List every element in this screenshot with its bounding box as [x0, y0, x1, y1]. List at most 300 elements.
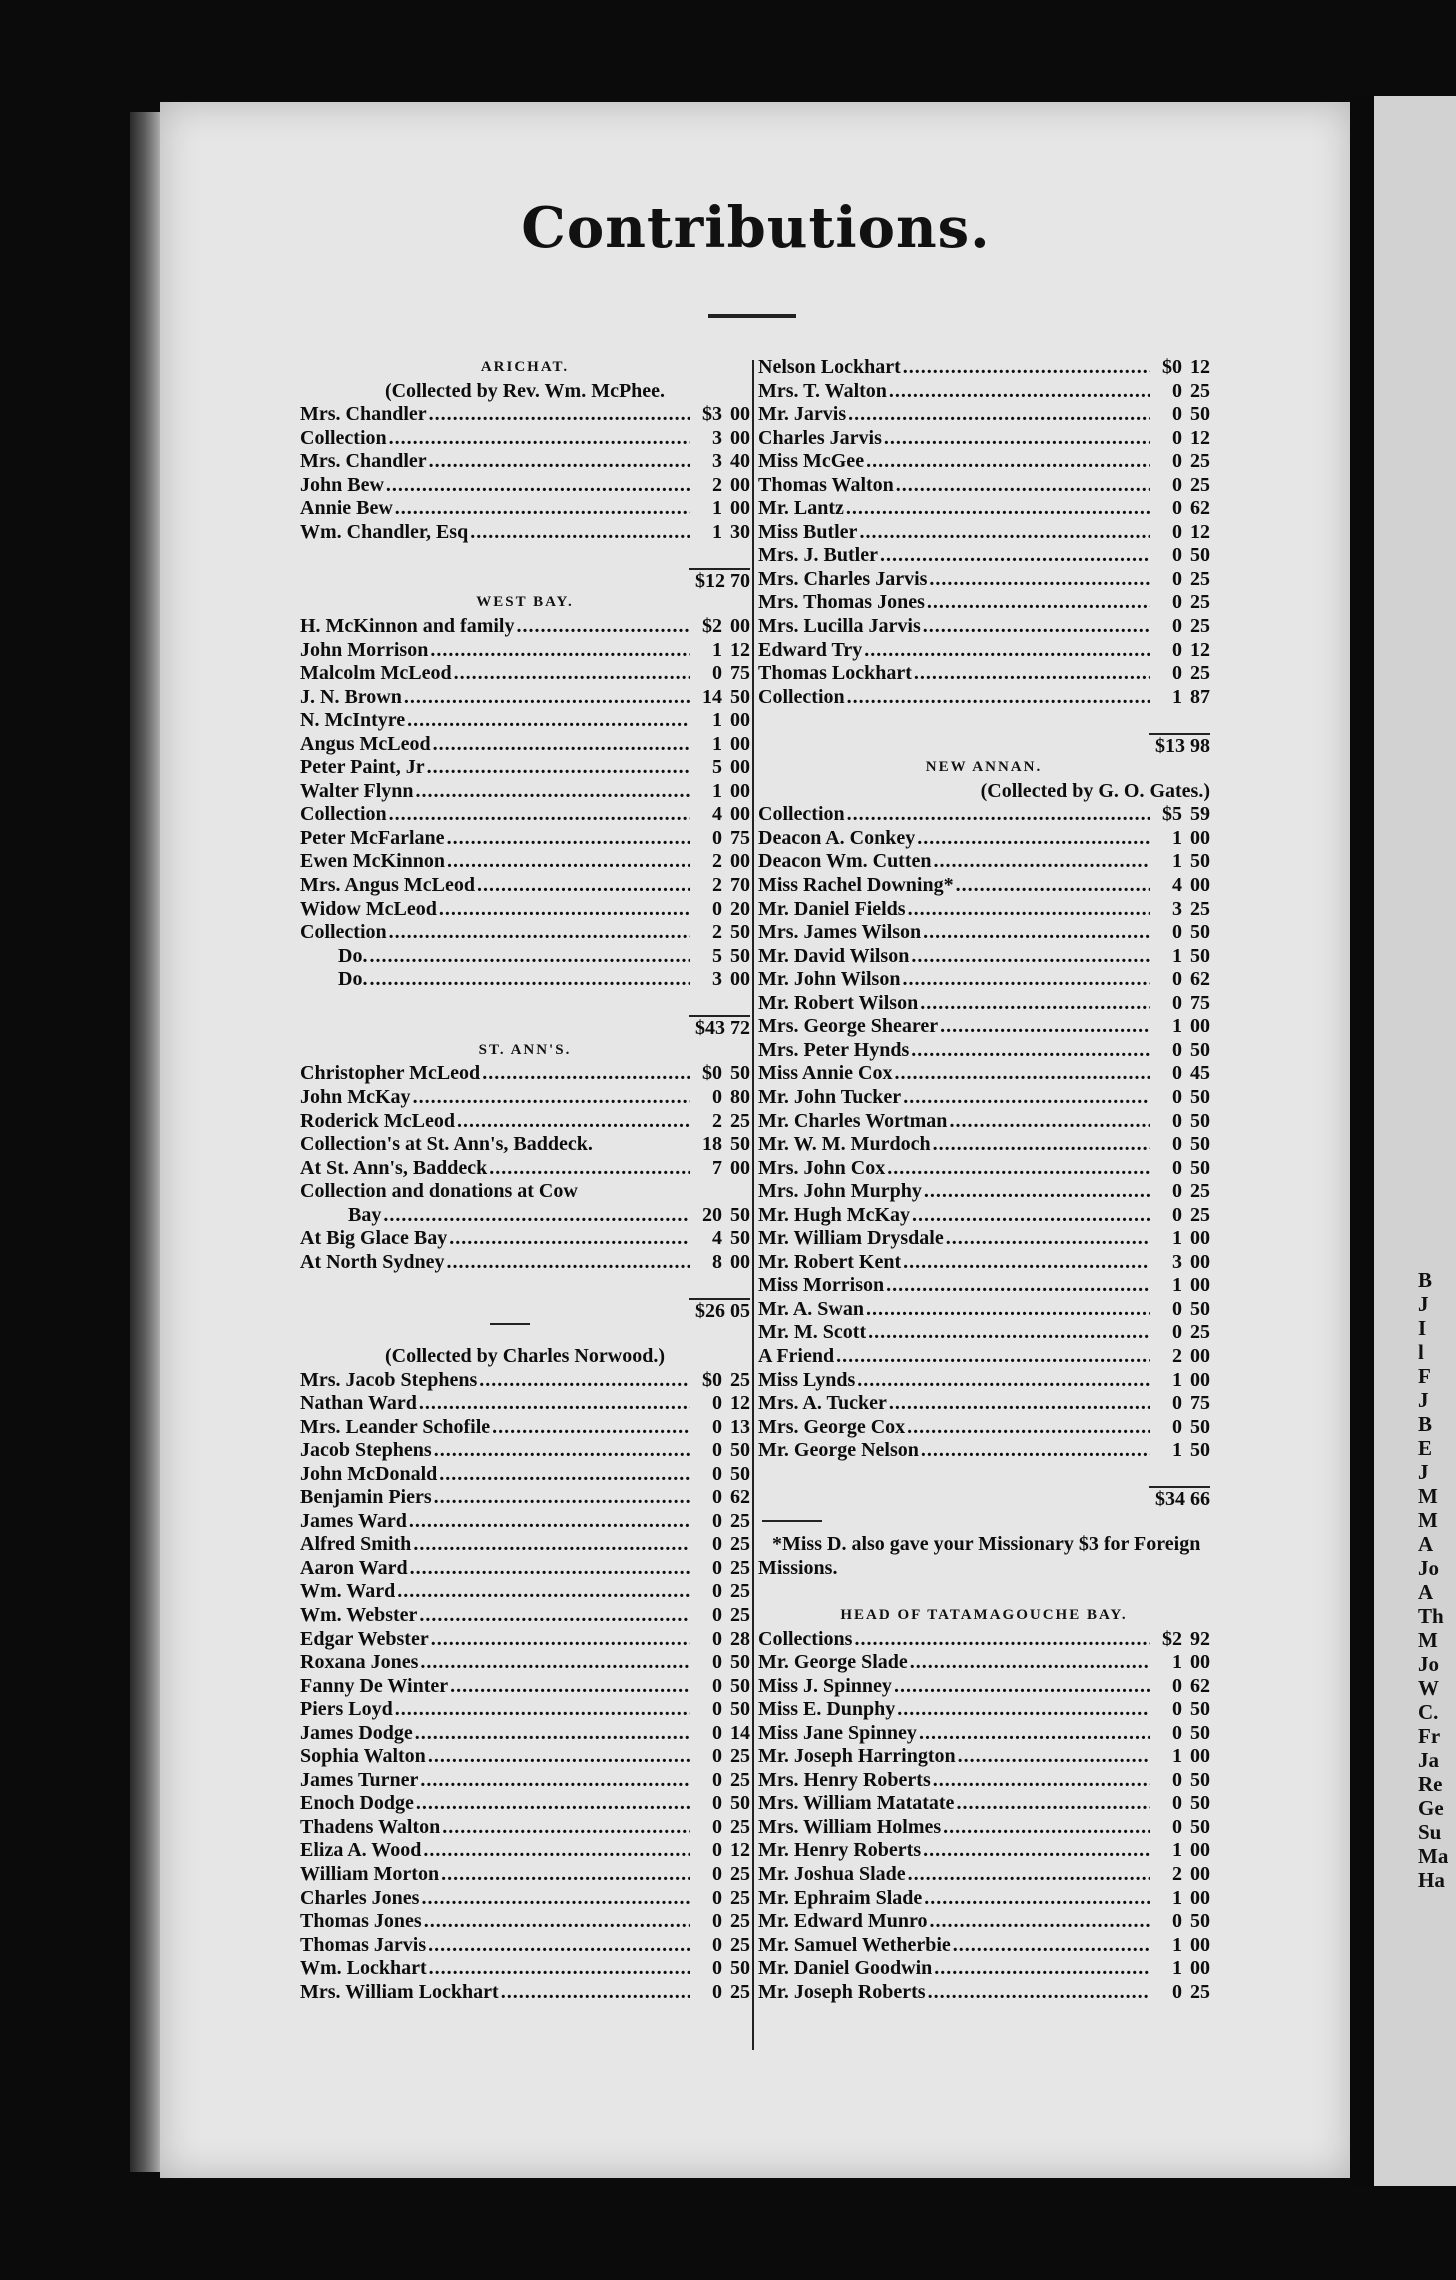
section-heading: WEST BAY. [476, 594, 574, 611]
amount-dollars: 0 [712, 1933, 722, 1956]
amount-cents: 12 [1190, 356, 1210, 378]
contributor-name: Mrs. William Lockhart [300, 1980, 499, 2003]
leader-dots [516, 615, 690, 638]
short-rule [758, 1510, 1210, 1534]
amount-dollars: 1 [1172, 850, 1182, 873]
amount-cents: 50 [730, 1062, 750, 1085]
leader-dots [846, 497, 1150, 520]
amount-cents: 25 [1190, 450, 1210, 473]
amount-cents: 00 [730, 1250, 750, 1273]
amount-dollars: 1 [712, 638, 722, 661]
contributor-name: Edgar Webster [300, 1627, 429, 1650]
amount-dollars: 1 [1172, 1439, 1182, 1462]
leader-dots [946, 1227, 1150, 1250]
leader-dots [894, 1675, 1150, 1698]
contribution-row [300, 733, 750, 757]
leader-dots [923, 1839, 1150, 1862]
edge-letter: Fr [1418, 1724, 1441, 1748]
footnote: *Miss D. also gave your Missionary $3 for Foreign Missions. [758, 1533, 1201, 1579]
leader-dots [413, 1533, 690, 1556]
contribution-row [300, 1369, 750, 1393]
section-heading: ST. ANN'S. [478, 1041, 572, 1058]
amount-cents: 50 [1190, 1415, 1210, 1438]
amount-cents: 00 [730, 756, 750, 779]
contributor-name: Mr. M. Scott [758, 1321, 867, 1344]
contribution-row [300, 1110, 750, 1134]
amount-cents: 25 [1190, 662, 1210, 685]
leader-dots [450, 1675, 690, 1698]
edge-letter: A [1418, 1580, 1434, 1604]
amount-cents: 50 [730, 1203, 750, 1226]
contributor-name: Alfred Smith [300, 1533, 412, 1556]
contributor-name: Do. [338, 944, 368, 967]
contribution-row [758, 1769, 1210, 1793]
contribution-row [300, 1934, 750, 1958]
amount-dollars: 1 [712, 732, 722, 755]
contributor-name: Enoch Dodge [300, 1792, 414, 1815]
leader-dots [407, 709, 690, 732]
contributor-name: Mr. Robert Kent [758, 1250, 902, 1273]
amount-cents: 00 [730, 473, 750, 496]
amount-dollars: 0 [1172, 662, 1182, 685]
amount-dollars: 2 [1172, 1344, 1182, 1367]
contributor-name: Nelson Lockhart [758, 356, 901, 378]
contributor-name: Miss E. Dunphy [758, 1698, 896, 1721]
amount-cents: 00 [730, 732, 750, 755]
contributor-name: Piers Loyd [300, 1698, 393, 1721]
total-amount: $12 70 [689, 568, 750, 593]
contribution-row [758, 1863, 1210, 1887]
facing-page-letters [1418, 1268, 1456, 1892]
amount-dollars: 0 [1172, 1674, 1182, 1697]
contribution-row [300, 898, 750, 922]
contribution-row [758, 1887, 1210, 1911]
contribution-row [758, 992, 1210, 1016]
contributor-name: Mr. David Wilson [758, 944, 910, 967]
contributor-name: Mrs. George Shearer [758, 1015, 939, 1038]
edge-letter: Ge [1418, 1796, 1444, 1820]
contribution-row [300, 827, 750, 851]
text-line [300, 1180, 750, 1204]
contributor-name: Collection [758, 685, 845, 708]
contribution-row [300, 1533, 750, 1557]
leader-dots [859, 521, 1150, 544]
amount-cents: 00 [730, 779, 750, 802]
contribution-row [758, 968, 1210, 992]
amount-dollars: 1 [1172, 944, 1182, 967]
contribution-row [758, 686, 1210, 710]
left-column [300, 356, 750, 2004]
contributor-name: Mr. John Tucker [758, 1085, 902, 1108]
contributor-name: Mrs. Lucilla Jarvis [758, 615, 921, 638]
contribution-row [758, 827, 1210, 851]
contribution-row [300, 1580, 750, 1604]
amount-cents: 00 [730, 497, 750, 520]
amount-cents: 25 [730, 1556, 750, 1579]
leader-dots [423, 1839, 690, 1862]
contributor-name: Walter Flynn [300, 779, 414, 802]
amount-cents: 00 [1190, 1886, 1210, 1909]
leader-dots [420, 1769, 690, 1792]
contributor-name: Mrs. Henry Roberts [758, 1768, 931, 1791]
amount-cents: 00 [730, 426, 750, 449]
amount-dollars: 0 [712, 1415, 722, 1438]
contributor-name: Miss Annie Cox [758, 1062, 893, 1085]
amount-cents: 00 [1190, 1227, 1210, 1250]
amount-cents: 00 [1190, 1863, 1210, 1885]
collector-line: (Collected by Rev. Wm. McPhee. [384, 379, 666, 402]
contribution-row [758, 427, 1210, 451]
contributor-name: Mr. Daniel Fields [758, 897, 906, 920]
contribution-row [758, 803, 1210, 827]
amount-cents: 00 [730, 403, 750, 426]
contributor-name: Mr. Samuel Wetherbie [758, 1933, 951, 1956]
contribution-row [758, 1321, 1210, 1345]
amount-cents: 25 [730, 1863, 750, 1885]
amount-cents: 25 [730, 1580, 750, 1603]
leader-dots [430, 639, 690, 662]
amount-dollars: 4 [712, 803, 722, 826]
contributor-name: Collection [300, 426, 387, 449]
contribution-row [758, 1204, 1210, 1228]
amount-dollars: 0 [712, 1863, 722, 1885]
contributor-name: Mrs. William Matatate [758, 1792, 955, 1815]
contributor-name: Mr. George Nelson [758, 1439, 919, 1462]
edge-letter: Ma [1418, 1844, 1449, 1868]
leader-dots [864, 639, 1150, 662]
contribution-row [300, 1392, 750, 1416]
contribution-row [758, 1015, 1210, 1039]
amount-dollars: 14 [702, 685, 722, 708]
leader-dots [847, 686, 1150, 709]
spacer [300, 544, 750, 568]
contribution-row [300, 1486, 750, 1510]
contribution-row [758, 662, 1210, 686]
amount-cents: 25 [730, 1109, 750, 1132]
contribution-row [300, 1204, 750, 1228]
amount-dollars: 2 [712, 874, 722, 897]
contributor-name: Bay [348, 1203, 382, 1226]
leader-dots [457, 1110, 690, 1133]
leader-dots [428, 1745, 690, 1768]
contributor-name: At Big Glace Bay [300, 1227, 448, 1250]
page-gutter [1350, 96, 1374, 2186]
amount-dollars: 1 [1172, 1839, 1182, 1862]
contribution-row [758, 1133, 1210, 1157]
section-total [300, 1015, 750, 1039]
amount-cents: 00 [1190, 1745, 1210, 1768]
amount-dollars: 0 [712, 1627, 722, 1650]
amount-cents: 50 [730, 1957, 750, 1980]
amount-cents: 00 [1190, 1368, 1210, 1391]
contributor-name: Eliza A. Wood [300, 1839, 422, 1862]
amount-dollars: 5 [712, 756, 722, 779]
spacer [758, 1463, 1210, 1487]
contributor-name: Jacob Stephens [300, 1439, 432, 1462]
amount-dollars: 0 [712, 1980, 722, 2003]
contribution-row [758, 1934, 1210, 1958]
contributor-name: H. McKinnon and family [300, 615, 515, 638]
contribution-row [758, 1910, 1210, 1934]
leader-dots [908, 898, 1150, 921]
contributor-name: Widow McLeod [300, 897, 437, 920]
leader-dots [847, 803, 1150, 826]
contributor-name: Mrs. Thomas Jones [758, 591, 925, 614]
leader-dots [482, 1062, 690, 1085]
amount-cents: 50 [730, 1133, 750, 1156]
page-title: Contributions. [521, 195, 991, 261]
total-amount: $34 66 [1149, 1486, 1210, 1511]
contributor-name: Miss Jane Spinney [758, 1721, 917, 1744]
contributor-name: James Ward [300, 1509, 407, 1532]
amount-cents: 50 [1190, 1768, 1210, 1791]
contribution-row [758, 1086, 1210, 1110]
contributor-name: Deacon A. Conkey [758, 826, 916, 849]
edge-letter: J [1418, 1292, 1429, 1316]
leader-dots [470, 521, 690, 544]
amount-cents: 50 [1190, 1109, 1210, 1132]
contribution-row [758, 1251, 1210, 1275]
amount-dollars: 2 [1172, 1863, 1182, 1885]
contribution-row [300, 1839, 750, 1863]
contribution-row [758, 1839, 1210, 1863]
amount-cents: 50 [1190, 1297, 1210, 1320]
leader-dots [866, 1298, 1150, 1321]
entry-text: Collection and donations at Cow [300, 1180, 578, 1203]
leader-dots [389, 921, 690, 944]
amount-cents: 75 [730, 826, 750, 849]
contributor-name: J. N. Brown [300, 685, 402, 708]
contributor-name: Aaron Ward [300, 1556, 408, 1579]
leader-dots [949, 1110, 1150, 1133]
amount-cents: 25 [730, 1886, 750, 1909]
amount-cents: 50 [1190, 921, 1210, 944]
leader-dots [924, 1180, 1150, 1203]
leader-dots [934, 1957, 1150, 1980]
title-rule [708, 314, 796, 318]
contribution-row [758, 1180, 1210, 1204]
contributor-name: Wm. Ward [300, 1580, 396, 1603]
contributor-name: Miss Lynds [758, 1368, 856, 1391]
contribution-row [300, 756, 750, 780]
contributor-name: Angus McLeod [300, 732, 431, 755]
leader-dots [907, 1416, 1150, 1439]
contributor-name: Roderick McLeod [300, 1109, 455, 1132]
amount-dollars: $3 [702, 403, 722, 426]
amount-dollars: 0 [1172, 1792, 1182, 1815]
total-amount: $26 05 [689, 1298, 750, 1323]
amount-cents: 50 [730, 1651, 750, 1674]
amount-cents: 25 [730, 1603, 750, 1626]
amount-cents: 25 [1190, 1203, 1210, 1226]
section-total [300, 568, 750, 592]
amount-dollars: 2 [712, 921, 722, 944]
amount-cents: 12 [1190, 638, 1210, 661]
amount-dollars: 0 [712, 1486, 722, 1509]
leader-dots [421, 1887, 690, 1910]
amount-dollars: 2 [712, 473, 722, 496]
contribution-row [300, 1062, 750, 1086]
amount-cents: 40 [730, 450, 750, 473]
leader-dots [958, 1745, 1150, 1768]
contributor-name: Mr. Ephraim Slade [758, 1886, 923, 1909]
amount-dollars: 4 [712, 1227, 722, 1250]
leader-dots [912, 1204, 1150, 1227]
leader-dots [415, 1722, 690, 1745]
contribution-row [300, 709, 750, 733]
contribution-row [300, 1086, 750, 1110]
leader-dots [914, 662, 1150, 685]
amount-dollars: 0 [712, 1910, 722, 1933]
leader-dots [397, 1580, 690, 1603]
amount-cents: 50 [730, 1462, 750, 1485]
amount-cents: 00 [1190, 1839, 1210, 1862]
contributor-name: N. McIntyre [300, 709, 406, 732]
edge-letter: Re [1418, 1772, 1443, 1796]
collector-line: (Collected by G. O. Gates.) [980, 779, 1210, 802]
leader-dots [427, 756, 690, 779]
amount-dollars: 1 [1172, 1651, 1182, 1674]
leader-dots [369, 968, 690, 991]
contribution-row [300, 662, 750, 686]
contribution-row [300, 803, 750, 827]
leader-dots [428, 1934, 690, 1957]
contribution-row [300, 1745, 750, 1769]
amount-cents: 50 [1190, 1439, 1210, 1462]
amount-dollars: $0 [1162, 356, 1182, 378]
contributor-name: Mr. Joseph Roberts [758, 1980, 926, 2003]
contributor-name: Miss McGee [758, 450, 865, 473]
contributor-name: Roxana Jones [300, 1651, 419, 1674]
contribution-row [758, 1039, 1210, 1063]
amount-dollars: 0 [1172, 1415, 1182, 1438]
leader-dots [934, 850, 1150, 873]
contribution-row [300, 1722, 750, 1746]
contribution-row [300, 1863, 750, 1887]
contribution-row [758, 1369, 1210, 1393]
amount-cents: 62 [730, 1486, 750, 1509]
contribution-row [758, 1110, 1210, 1134]
amount-dollars: 0 [712, 1815, 722, 1838]
amount-cents: 25 [1190, 897, 1210, 920]
contributor-name: Mrs. James Wilson [758, 921, 922, 944]
leader-dots [446, 1251, 690, 1274]
leader-dots [389, 427, 690, 450]
amount-dollars: 0 [1172, 615, 1182, 638]
contributor-name: Miss Rachel Downing* [758, 874, 954, 897]
amount-dollars: 18 [702, 1133, 722, 1156]
leader-dots [429, 1957, 690, 1980]
contribution-row [300, 615, 750, 639]
edge-letter: A [1418, 1532, 1434, 1556]
amount-cents: 87 [1190, 685, 1210, 708]
leader-dots [911, 1039, 1150, 1062]
leader-dots [943, 1816, 1150, 1839]
amount-cents: 50 [1190, 1792, 1210, 1815]
leader-dots [433, 733, 690, 756]
leader-dots [419, 1604, 690, 1627]
amount-dollars: 0 [712, 1957, 722, 1980]
amount-dollars: 1 [712, 520, 722, 543]
amount-dollars: 1 [1172, 1274, 1182, 1297]
amount-cents: 50 [1190, 544, 1210, 567]
amount-cents: 00 [730, 850, 750, 873]
leader-dots [420, 1651, 690, 1674]
amount-dollars: 0 [1172, 473, 1182, 496]
amount-cents: 45 [1190, 1062, 1210, 1085]
contributor-name: Thadens Walton [300, 1815, 441, 1838]
amount-dollars: 0 [1172, 1156, 1182, 1179]
contributor-name: Do. [338, 968, 368, 991]
contribution-row [758, 1698, 1210, 1722]
contributor-name: Mr. George Slade [758, 1651, 908, 1674]
amount-dollars: 1 [1172, 685, 1182, 708]
contributor-name: John McDonald [300, 1462, 438, 1485]
leader-dots [389, 803, 690, 826]
amount-dollars: 0 [712, 1886, 722, 1909]
contributor-name: Collection [758, 803, 845, 826]
contributor-name: Mr. Daniel Goodwin [758, 1957, 933, 1980]
edge-letter: Jo [1418, 1652, 1439, 1676]
amount-dollars: 1 [712, 779, 722, 802]
contribution-row [758, 521, 1210, 545]
edge-letter: Jo [1418, 1556, 1439, 1580]
contribution-row [758, 1062, 1210, 1086]
contribution-row [300, 1910, 750, 1934]
contributor-name: Malcolm McLeod [300, 662, 452, 685]
contribution-row [758, 1957, 1210, 1981]
contribution-row [758, 356, 1210, 380]
edge-letter: J [1418, 1388, 1429, 1412]
contribution-row [300, 1604, 750, 1628]
leader-dots [429, 403, 690, 426]
amount-dollars: 4 [1172, 874, 1182, 897]
amount-cents: 50 [730, 1792, 750, 1815]
leader-dots [434, 1486, 690, 1509]
leader-dots [889, 380, 1150, 403]
amount-cents: 50 [1190, 850, 1210, 873]
amount-cents: 50 [730, 1439, 750, 1462]
contributor-name: Collections [758, 1627, 853, 1650]
leader-dots [866, 450, 1150, 473]
amount-cents: 00 [1190, 1015, 1210, 1038]
edge-letter: I [1418, 1316, 1427, 1340]
amount-dollars: 0 [1172, 403, 1182, 426]
contributor-name: Mrs. Chandler [300, 403, 427, 426]
leader-dots [929, 1910, 1150, 1933]
leader-dots [956, 1792, 1150, 1815]
amount-dollars: 1 [1172, 1015, 1182, 1038]
contribution-row [300, 403, 750, 427]
contribution-row [758, 1298, 1210, 1322]
contribution-row [300, 1816, 750, 1840]
contributor-name: Collection [300, 921, 387, 944]
contribution-row [300, 1439, 750, 1463]
leader-dots [383, 1204, 690, 1227]
amount-cents: 59 [1190, 803, 1210, 826]
leader-dots [492, 1416, 690, 1439]
leader-dots [933, 1133, 1150, 1156]
leader-dots [908, 1863, 1150, 1886]
amount-cents: 12 [730, 1839, 750, 1862]
amount-cents: 50 [1190, 1156, 1210, 1179]
contribution-row [300, 1227, 750, 1251]
amount-cents: 00 [1190, 1957, 1210, 1980]
contribution-row [300, 1463, 750, 1487]
contribution-row [758, 1628, 1210, 1652]
contribution-row [300, 1628, 750, 1652]
amount-dollars: 0 [1172, 1203, 1182, 1226]
